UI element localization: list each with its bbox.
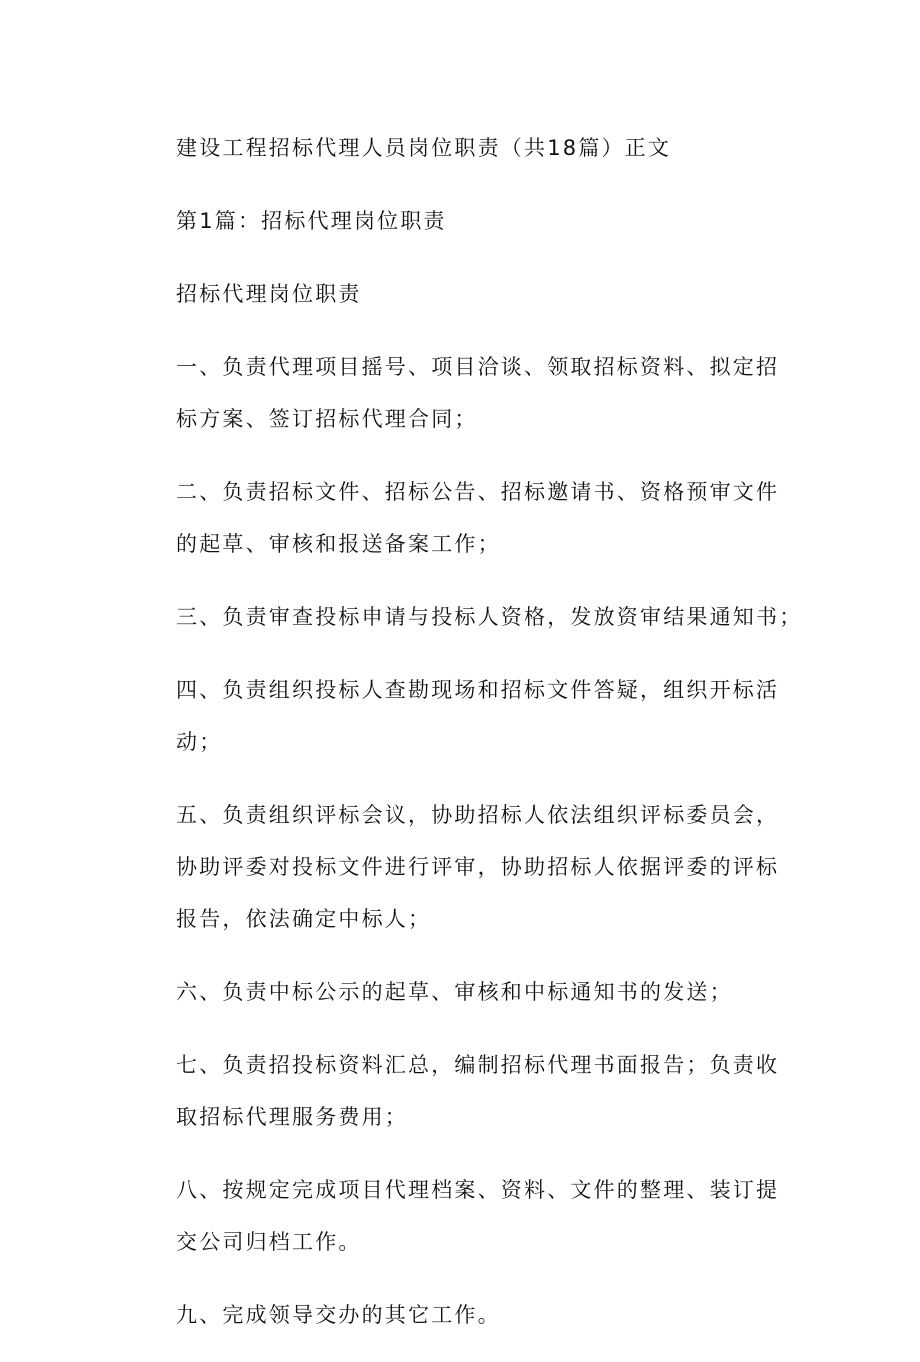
document-title: [176, 122, 746, 174]
document-title-text: 建设工程招标代理人员岗位职责（共18篇）正文: [176, 136, 672, 160]
duty-item-9: [176, 1289, 746, 1341]
duty-line: 一、负责代理项目摇号、项目洽谈、领取招标资料、拟定招: [176, 355, 780, 379]
duty-line: 取招标代理服务费用；: [176, 1105, 408, 1129]
duty-item-4: [176, 664, 780, 768]
duty-item-6: [176, 966, 746, 1018]
duty-line: 交公司归档工作。: [176, 1230, 362, 1254]
duty-item-2: [176, 466, 780, 570]
duty-line: 六、负责中标公示的起草、审核和中标通知书的发送；: [176, 980, 733, 1004]
document-body: [176, 122, 803, 1362]
duty-line: 二、负责招标文件、招标公告、招标邀请书、资格预审文件: [176, 480, 780, 504]
section-heading: [176, 268, 746, 320]
duty-item-7: [176, 1039, 780, 1143]
duty-item-3: [176, 591, 803, 643]
chapter-title: [176, 195, 746, 247]
chapter-title-text: 第1篇：招标代理岗位职责: [176, 209, 447, 233]
duty-line: 三、负责审查投标申请与投标人资格，发放资审结果通知书；: [176, 605, 803, 629]
duty-line: 的起草、审核和报送备案工作；: [176, 532, 501, 556]
section-heading-text: 招标代理岗位职责: [176, 282, 362, 306]
duty-line: 协助评委对投标文件进行评审，协助招标人依据评委的评标: [176, 855, 780, 879]
duty-line: 动；: [176, 730, 223, 754]
duty-line: 标方案、签订招标代理合同；: [176, 407, 478, 431]
duty-line: 七、负责招投标资料汇总，编制招标代理书面报告；负责收: [176, 1053, 780, 1077]
duty-line: 八、按规定完成项目代理档案、资料、文件的整理、装订提: [176, 1178, 780, 1202]
duty-line: 九、完成领导交办的其它工作。: [176, 1303, 501, 1327]
duty-line: 四、负责组织投标人查勘现场和招标文件答疑，组织开标活: [176, 678, 780, 702]
duty-item-5: [176, 789, 780, 945]
duty-line: 报告，依法确定中标人；: [176, 907, 432, 931]
duty-line: 五、负责组织评标会议，协助招标人依法组织评标委员会，: [176, 803, 780, 827]
duty-item-8: [176, 1164, 780, 1268]
duty-item-1: [176, 341, 780, 445]
